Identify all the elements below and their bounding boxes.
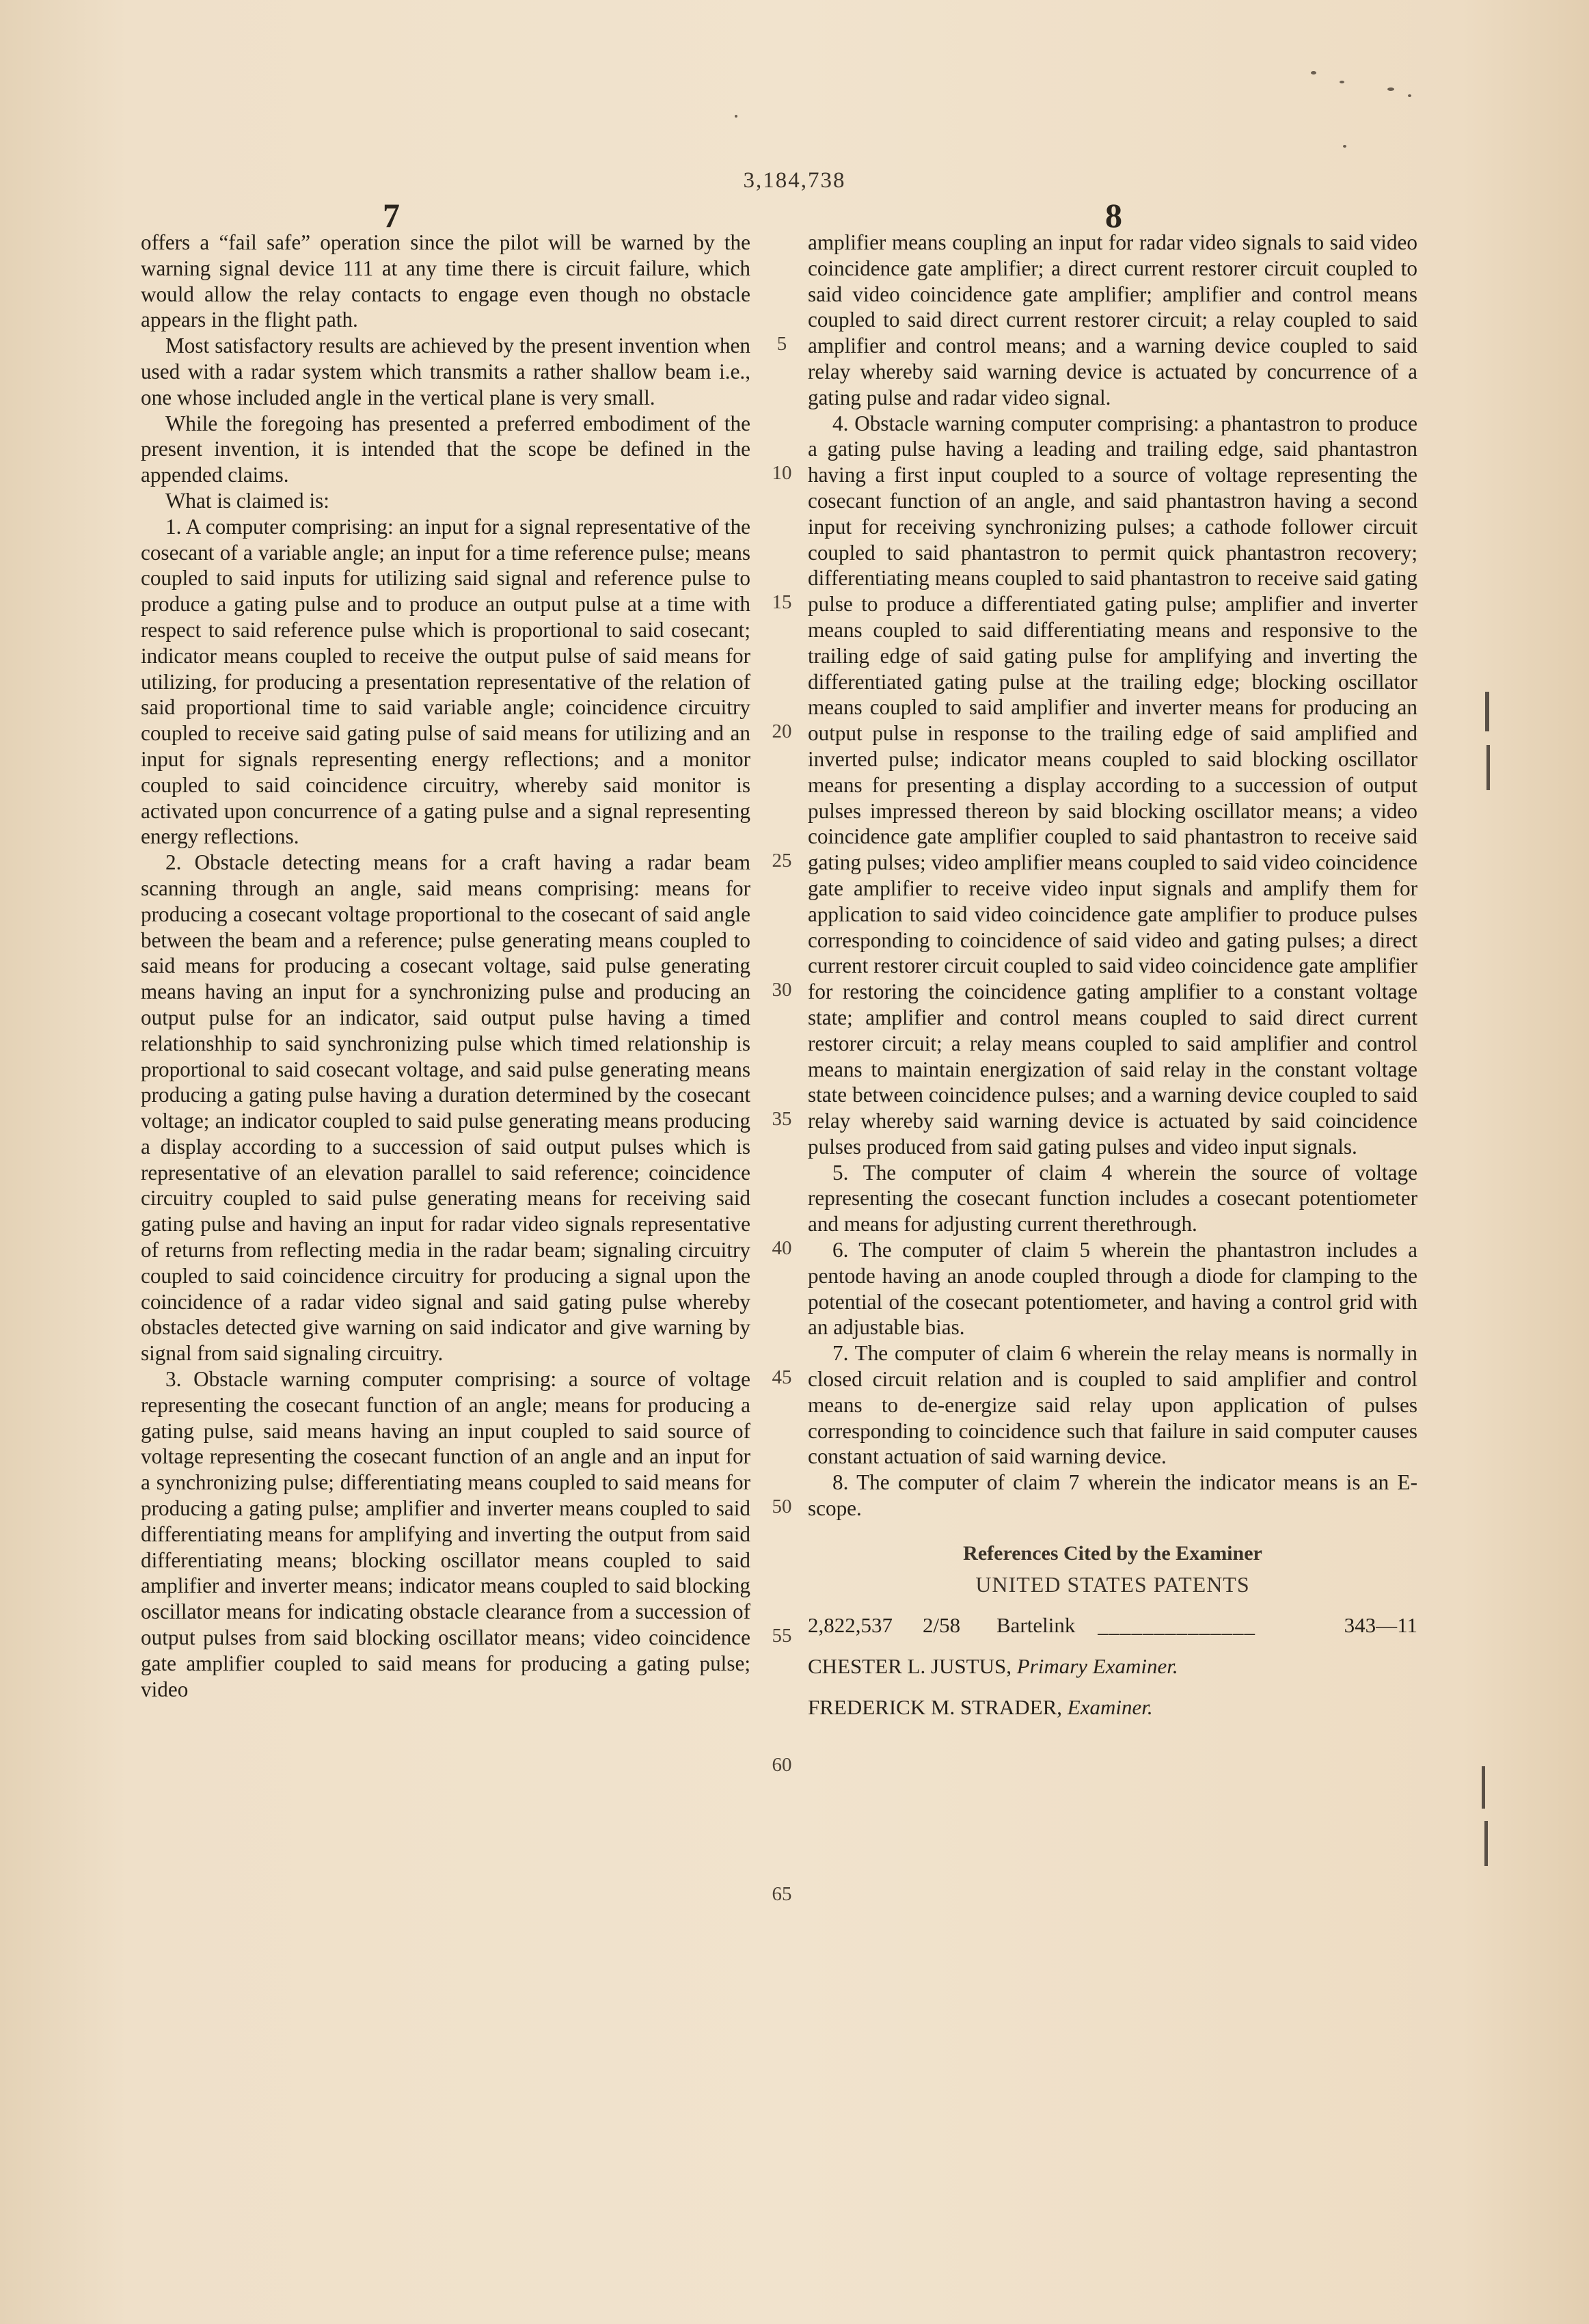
line-number: 45: [772, 1366, 792, 1389]
line-number: 30: [772, 979, 792, 1001]
examiner-name: FREDERICK M. STRADER,: [808, 1695, 1063, 1720]
paragraph: 3. Obstacle warning computer comprising: a source of voltage representing the cosecant function of an angle; means for producing a gating pulse, said means having an input coupled to said source of voltage representing the cosecant function of an angle and an input for a synchronizing pulse; differentiating means coupled to said means for producing a gating pulse; amplifier and inverter means coupled to said differentiating means for amplifying and inverting the output from said differentiating means; blocking oscillator means coupled to said amplifier and inverter means; indicator means coupled to said blocking oscillator means for indicating obstacle clearance from a succession of output pulses from said blocking oscillator means; video coincidence gate amplifier coupled to said means for producing a gating pulse; video: [141, 1367, 750, 1701]
paragraph: While the foregoing has presented a preferred embodiment of the present invention, it is intended that the scope be defined in the appended claims.: [141, 411, 750, 487]
paragraph: 2. Obstacle detecting means for a craft having a radar beam scanning through an angle, said means comprising: means for producing a cosecant voltage proportional to the cosecant of said angle between the beam and a reference; pulse generating means coupled to said means for producing a cosecant voltage, said pulse generating means having an input for a synchronizing pulse and producing an output pulse for an indicator, said output pulse having a timed relationshhip to said synchronizing pulse which timed relationship is proportional to said cosecant voltage, and said pulse generating means producing a gating pulse having a duration determined by the cosecant voltage; an indicator coupled to said pulse generating means producing a display according to a succession of said output pulses which is representative of an elevation parallel to said reference; coincidence circuitry coupled to said pulse generating means for receiving said gating pulse and having an input for radar video signals representative of returns from reflecting media in the radar beam; signaling circuitry coupled to said coincidence circuitry for producing a signal upon the coincidence of a radar video signal and said gating pulse whereby obstacles detected give warning on said indicator and give warning by signal from said signaling circuitry.: [141, 850, 750, 1366]
examiner-role: Examiner.: [1067, 1695, 1153, 1720]
paragraph: 4. Obstacle warning computer comprising: a phantastron to produce a gating pulse having a leading and trailing edge, said phantastron having a first input coupled to a source of voltage representing the cosecant function of an angle, and said phantastron having a second input for receiving synchronizing pulses; a cathode follower circuit coupled to said phantastron to permit quick phantastron recovery; differentiating means coupled to said phantastron to receive said gating pulse to produce a differentiated gating pulse; amplifier and inverter means coupled to said differentiating means and responsive to the trailing edge of said gating pulse for amplifying and inverting the differentiated gating pulse at the trailing edge; blocking oscillator means coupled to said amplifier and inverter means for producing an output pulse in response to the trailing edge of said amplified and inverted pulse; indicator means coupled to said blocking oscillator means for presenting a display according to a succession of output pulses impressed thereon by said blocking oscillator means; a video coincidence gate amplifier coupled to said phantastron to receive said gating pulses; video amplifier means coupled to said video coincidence gate amplifier to receive video input signals and amplify them for application to said video coincidence gate amplifier to produce pulses corresponding to coincidence of said video and gating pulses; a direct current restorer circuit coupled to said video coincidence gate amplifier for restoring the coincidence gating amplifier to a constant voltage state; amplifier and control means coupled to said direct current restorer circuit; a relay means coupled to said amplifier and control means to maintain energization of said relay in the constant voltage state between coincidence pulses; and a warning device coupled to said relay whereby said warning device is actuated by said coincidence pulses produced from said gating pulses and video input signals.: [808, 411, 1417, 1159]
right-column-paragraphs: [808, 230, 1417, 1522]
paragraph: amplifier means coupling an input for radar video signals to said video coincidence gate amplifier; a direct current restorer circuit coupled to said video coincidence gate amplifier; amplifier and control means coupled to said direct current restorer circuit; a relay coupled to said amplifier and control means; and a warning device coupled to said relay whereby said warning device is actuated by concurrence of a gating pulse and radar video signal.: [808, 230, 1417, 409]
line-number: 25: [772, 850, 792, 872]
reference-date: 2/58: [923, 1613, 961, 1638]
line-number: 5: [776, 333, 787, 355]
patent-number: 3,184,738: [743, 168, 846, 193]
line-number: 65: [772, 1883, 792, 1906]
line-number: 20: [772, 720, 792, 743]
margin-mark: [1484, 1821, 1488, 1866]
line-number: 55: [772, 1625, 792, 1647]
paragraph: Most satisfactory results are achieved by the present invention when used with a radar system which transmits a rather shallow beam i.e., one whose included angle in the vertical plane is very small.: [141, 334, 750, 409]
right-column: [808, 230, 1417, 1720]
line-number: 40: [772, 1237, 792, 1260]
margin-mark: [1485, 692, 1489, 731]
reference-patent-number: 2,822,537: [808, 1613, 893, 1638]
paragraph: 1. A computer comprising: an input for a signal representative of the cosecant of a variable angle; an input for a time reference pulse; means coupled to said inputs for utilizing said signal and reference pulse to produce a gating pulse and to produce an output pulse at a time with respect to said reference pulse which is proportional to said cosecant; indicator means coupled to receive the output pulse of said means for utilizing, for producing a presentation representative of the relation of said proportional time to said variable angle; coincidence circuitry coupled to receive said gating pulse of said means for utilizing and an input for signals representing energy reflections; and a monitor coupled to said coincidence circuitry, whereby said monitor is activated upon concurrence of a gating pulse and a signal representing energy reflections.: [141, 514, 750, 849]
speck: [1340, 81, 1344, 83]
speck: [1343, 145, 1346, 148]
reference-name: Bartelink: [996, 1613, 1076, 1638]
speck: [1408, 94, 1411, 97]
paragraph: 6. The computer of claim 5 wherein the phantastron includes a pentode having an anode coupled through a diode for clamping to the potential of the cosecant potentiometer, and having a control grid with an adjustable bias.: [808, 1238, 1417, 1340]
speck: [1387, 87, 1394, 91]
reference-class: 343—11: [1344, 1613, 1417, 1638]
line-number: 60: [772, 1754, 792, 1776]
column-number-left: 7: [383, 196, 400, 234]
examiner: [808, 1694, 1417, 1720]
paragraph: 7. The computer of claim 6 wherein the relay means is normally in closed circuit relation and is coupled to said amplifier and control means to de-energize said relay upon application of pulses corresponding to coincidence such that failure in said computer causes constant actuation of said warning device.: [808, 1341, 1417, 1469]
line-number: 50: [772, 1496, 792, 1518]
references-heading: References Cited by the Examiner: [963, 1541, 1262, 1565]
column-number-right: 8: [1105, 196, 1122, 234]
examiner-role: Primary Examiner.: [1016, 1654, 1178, 1679]
margin-mark: [1486, 745, 1490, 790]
speck: [1311, 71, 1316, 75]
line-number: 35: [772, 1108, 792, 1131]
paragraph: 8. The computer of claim 7 wherein the indicator means is an E-scope.: [808, 1470, 1417, 1521]
primary-examiner: [808, 1653, 1417, 1679]
left-column: [141, 230, 750, 1702]
speck: [735, 115, 737, 118]
paragraph: offers a “fail safe” operation since the pilot will be warned by the warning signal device 111 at any time there is circuit failure, which would allow the relay contacts to engage even though no obstacle appears in the flight path.: [141, 230, 750, 332]
reference-row: [808, 1612, 1417, 1638]
margin-mark: [1482, 1766, 1485, 1809]
examiner-name: CHESTER L. JUSTUS,: [808, 1654, 1011, 1679]
line-number: 10: [772, 462, 792, 485]
paragraph: What is claimed is:: [165, 488, 329, 513]
references-subheading: UNITED STATES PATENTS: [975, 1571, 1250, 1597]
paragraph: 5. The computer of claim 4 wherein the source of voltage representing the cosecant function includes a cosecant potentiometer and means for adjusting current therethrough.: [808, 1160, 1417, 1237]
reference-leader: ______________: [1098, 1613, 1255, 1638]
line-number: 15: [772, 591, 792, 614]
